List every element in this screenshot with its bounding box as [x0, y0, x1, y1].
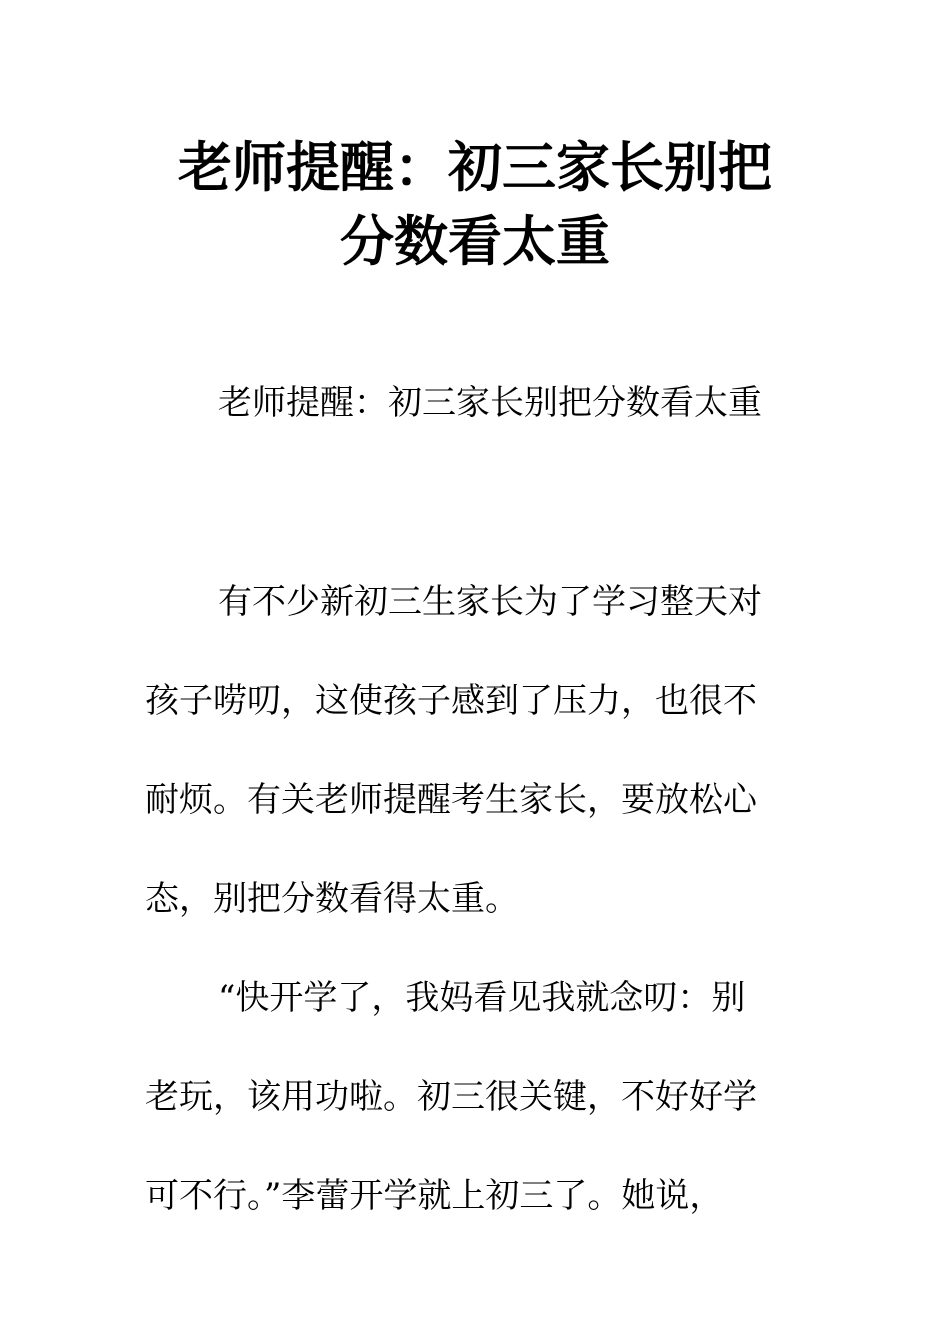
paragraph-1-line-2: 孩子唠叨，这使孩子感到了压力，也很不 [145, 681, 757, 721]
paragraph-2-line-1: “快开学了，我妈看见我就念叨：别 [218, 978, 746, 1018]
paragraph-2-line-2: 老玩，该用功啦。初三很关键，不好好学 [145, 1077, 757, 1117]
paragraph-1-line-4: 态，别把分数看得太重。 [145, 879, 519, 919]
paragraph-1-line-1: 有不少新初三生家长为了学习整天对 [218, 582, 762, 622]
document-subtitle: 老师提醒：初三家长别把分数看太重 [218, 383, 762, 423]
paragraph-1-line-3: 耐烦。有关老师提醒考生家长，要放松心 [145, 780, 757, 820]
paragraph-2-line-3: 可不行。”李蕾开学就上初三了。她说， [145, 1176, 724, 1216]
document-title-line-1: 老师提醒：初三家长别把 [178, 136, 772, 199]
document-title-line-2: 分数看太重 [340, 210, 610, 273]
